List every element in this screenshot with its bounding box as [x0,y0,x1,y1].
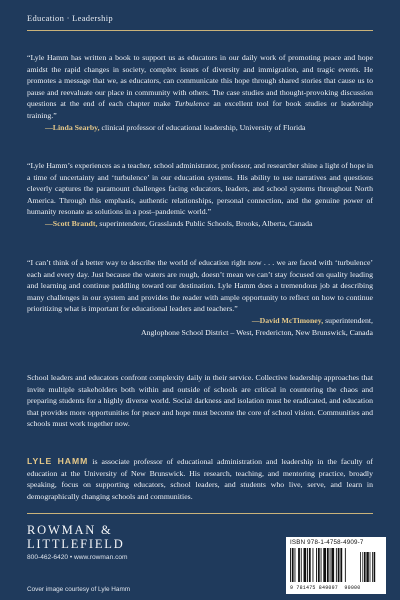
endorser-2-role: superintendent, Grasslands Public Schools, Brooks, Alberta, Canada [97,218,313,228]
barcode-bar [313,548,314,582]
barcode-bar [298,548,300,582]
barcode-bar [340,548,342,582]
endorsement-3-text: “I can’t think of a better way to describe the world of education right now . . . we are faced with ‘turbulence’ each and every day. Just because the waters are rough, doesn’t mean we can’t stay focused on quality leading and learning and continue paddling toward our destination. Lyle Hamm does a tremendous job at describing many challenges in our system and provides the reader with ample opportunity to reflect on how to continue prioritizing what is important for educational leaders and teachers.” [27,258,373,314]
barcode-addon: 90000 [344,585,361,591]
barcode-digit-string: 9 781475 849097 [290,585,339,591]
barcode-addon-bar [364,552,366,582]
isbn-barcode [286,537,386,594]
endorsement-1 [27,52,373,133]
endorsement-2-attribution [27,218,373,230]
endorser-1-role: clinical professor of educational leadership, University of Florida [99,122,306,132]
author-bio-text: is associate professor of educational administration and leadership in the faculty of education at the University of New Brunswick. His research, teaching, and mentoring practice, broadly speaking, focus on supporting educators, school leaders, and students who live, serve, and learn in demographically changing schools and communities. [27,457,373,501]
category-label: Education · Leadership [27,13,113,23]
endorsement-3 [27,257,373,338]
barcode-bar [323,548,326,582]
barcode-digits [290,585,360,591]
barcode-bar [318,548,320,582]
top-divider [27,30,373,31]
barcode-bar [309,548,311,582]
endorser-3-role-line2: Anglophone School District – West, Fredericton, New Brunswick, Canada [140,327,373,337]
publisher-name-line2: LITTLEFIELD [27,537,125,551]
barcode-bar [331,548,334,582]
publisher-contact: 800-462-6420 • www.rowman.com [27,554,128,561]
endorser-2-name: —Scott Brandt, [45,218,98,228]
barcode-bars [290,548,382,584]
barcode-addon-bar [360,552,361,582]
barcode-bar [292,548,294,582]
author-bio [27,456,373,502]
barcode-bar [321,548,322,582]
barcode-bar [301,548,302,582]
author-name: LYLE HAMM [27,456,89,466]
book-description: School leaders and educators confront complexity daily in their service. Collective leadership approaches that invite multiple stakeholders both within and outside of schools are critical in countering the chaos and preparing students for a highly diverse world. Social darkness and isolation must be eradicated, and education that provides more opportunities for peace and hope must become the core of school vision. Communities and schools must work together now. [27,373,373,429]
barcode-bar [336,548,337,582]
endorser-1-name: —Linda Searby, [45,122,100,132]
publisher-name-line1: ROWMAN & [27,523,113,537]
barcode-bar [327,548,329,582]
endorsement-1-book-title: Turbulence [174,99,210,109]
endorsement-1-text: “Lyle Hamm has written a book to support us as educators in our daily work of promoting peace and hope amidst the rapid changes in society, complex issues of diversity and immigration, and tragic events. He promotes a message that we, as educators, can communicate this hope through shared stories that cause us to pause and reevaluate our place in community with others. The case studies and thought-provoking discussion questions at the end of each chapter make [27,53,373,109]
endorsement-2-text: “Lyle Hamm’s experiences as a teacher, school administrator, professor, and researcher shine a light of hope in a time of uncertainty and ‘turbulence’ in our education systems. His ability to use narratives and questions cleverly captures the paramount challenges facing educators, leaders, and school systems throughout North America. Through this emphasis, authentic relationships, personal connection, and the genuine power of humanity resonate as solutions in a post–pandemic world.” [27,161,373,217]
endorsement-1-text-end: an excellent tool for book studies or leadership training.” [27,99,373,120]
cover-image-credit: Cover image courtesy of Lyle Hamm [27,586,131,593]
barcode-bar [316,548,317,582]
barcode-addon-bar [366,552,368,582]
bottom-divider [27,513,373,514]
barcode-addon-bar [370,552,371,582]
barcode-bar [338,548,340,582]
barcode-bar [307,548,308,582]
barcode-bar [345,548,346,582]
endorser-3-role: superintendent, [323,315,373,325]
barcode-addon-bar [362,552,363,582]
endorsement-1-attribution [27,122,373,134]
endorsement-3-attribution [27,315,373,327]
barcode-bar [290,548,291,582]
publisher-logo [27,523,128,561]
barcode-addon-bar [374,552,376,582]
barcode-addon-bar [372,552,373,582]
endorsement-2 [27,160,373,230]
barcode-bar [295,548,296,582]
endorser-3-name: —David McTimoney, [251,315,324,325]
isbn-number: ISBN 978-1-4758-4909-7 [290,539,364,546]
barcode-bar [304,548,307,582]
barcode-bar [330,548,331,582]
